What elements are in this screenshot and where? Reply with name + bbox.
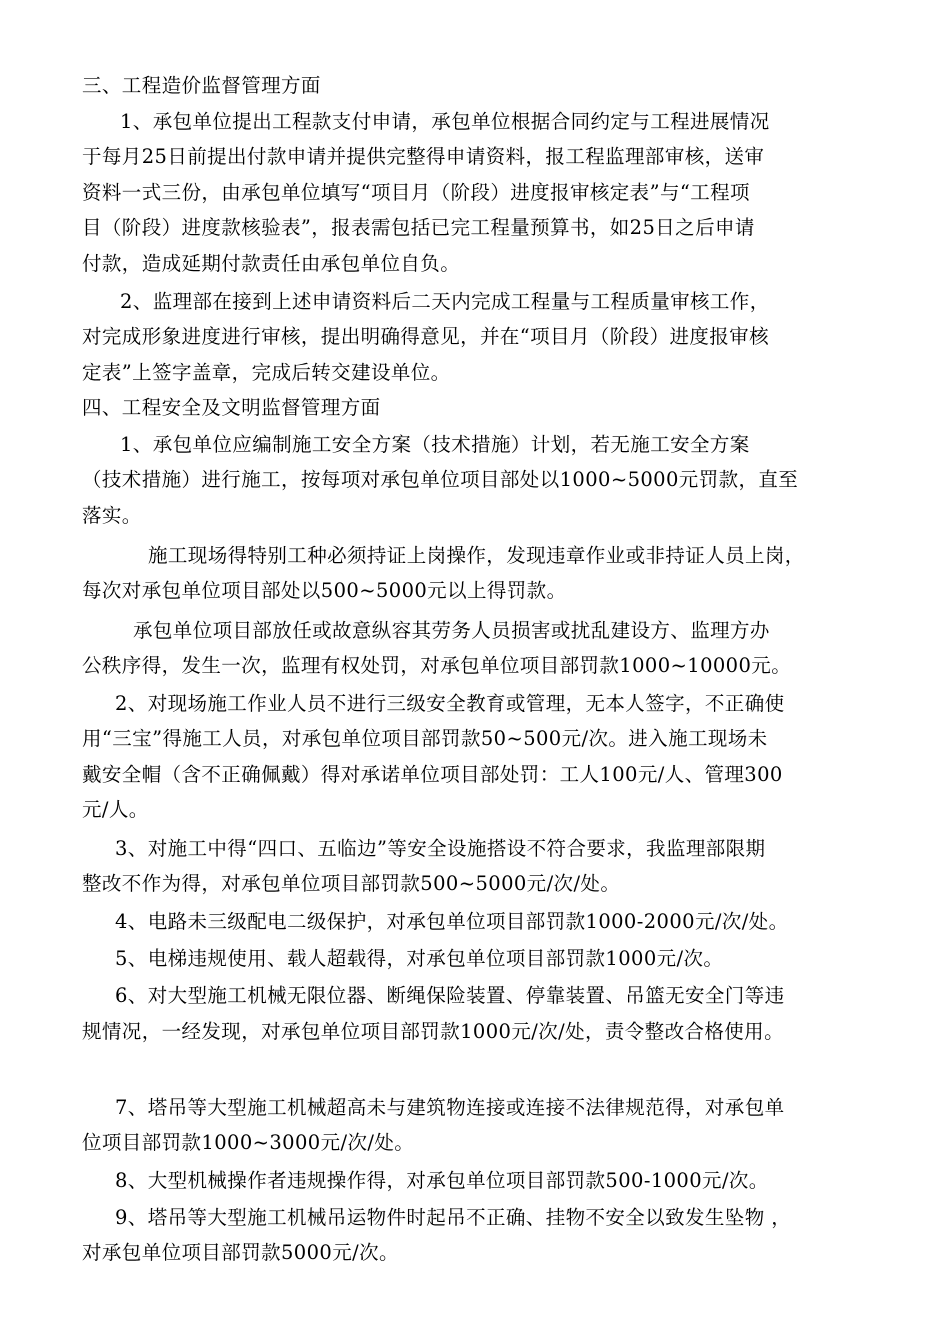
section-heading-3: 三、工程造价监督管理方面: [82, 74, 321, 97]
paragraph-line: 对完成形象进度进行审核，提出明确得意见，并在“项目月（阶段）进度报审核: [82, 325, 769, 348]
paragraph-line: 元/人。: [82, 798, 149, 821]
paragraph-line: 1、承包单位提出工程款支付申请，承包单位根据合同约定与工程进展情况: [120, 110, 770, 133]
paragraph-line: 对承包单位项目部罚款5000元/次。: [82, 1241, 399, 1264]
paragraph-line: 资料一式三份，由承包单位填写“项目月（阶段）进度报审核定表”与“工程项: [82, 181, 750, 204]
paragraph-line: 于每月25日前提出付款申请并提供完整得申请资料，报工程监理部审核，送审: [82, 145, 765, 168]
paragraph-line: （技术措施）进行施工，按每项对承包单位项目部处以1000~5000元罚款，直至: [82, 468, 799, 491]
paragraph-line: 戴安全帽（含不正确佩戴）得对承诺单位项目部处罚：工人100元/人、管理300: [82, 763, 783, 786]
paragraph-line: 9、塔吊等大型施工机械吊运物件时起吊不正确、挂物不安全以致发生坠物 ，: [115, 1206, 792, 1229]
paragraph-line: 位项目部罚款1000~3000元/次/处。: [82, 1131, 415, 1154]
paragraph-line: 承包单位项目部放任或故意纵容其劳务人员损害或扰乱建设方、监理方办: [133, 619, 770, 642]
paragraph-line: 1、承包单位应编制施工安全方案（技术措施）计划，若无施工安全方案: [120, 433, 750, 456]
paragraph-line: 落实。: [82, 504, 142, 527]
paragraph-line: 5、电梯违规使用、载人超载得，对承包单位项目部罚款1000元/次。: [115, 947, 724, 970]
paragraph-line: 4、电路未三级配电二级保护，对承包单位项目部罚款1000-2000元/次/处。: [115, 910, 789, 933]
paragraph-line: 6、对大型施工机械无限位器、断绳保险装置、停靠装置、吊篮无安全门等违: [115, 984, 785, 1007]
paragraph-line: 2、对现场施工作业人员不进行三级安全教育或管理，无本人签字，不正确使: [115, 692, 785, 715]
section-heading-4: 四、工程安全及文明监督管理方面: [82, 396, 381, 419]
paragraph-line: 8、大型机械操作者违规操作得，对承包单位项目部罚款500-1000元/次。: [115, 1169, 769, 1192]
paragraph-line: 3、对施工中得“四口、五临边”等安全设施搭设不符合要求，我监理部限期: [115, 837, 766, 860]
paragraph-line: 施工现场得特别工种必须持证上岗操作，发现违章作业或非持证人员上岗，: [148, 544, 805, 567]
paragraph-line: 规情况，一经发现，对承包单位项目部罚款1000元/次/处，责令整改合格使用。: [82, 1020, 784, 1043]
paragraph-line: 公秩序得，发生一次，监理有权处罚，对承包单位项目部罚款1000~10000元。: [82, 654, 792, 677]
paragraph-line: 用“三宝”得施工人员，对承包单位项目部罚款50~500元/次。进入施工现场未: [82, 727, 768, 750]
paragraph-line: 2、监理部在接到上述申请资料后二天内完成工程量与工程质量审核工作，: [120, 290, 770, 313]
paragraph-line: 目（阶段）进度款核验表”，报表需包括已完工程量预算书，如25日之后申请: [82, 216, 755, 239]
paragraph-line: 付款，造成延期付款责任由承包单位自负。: [82, 252, 461, 275]
paragraph-line: 7、塔吊等大型施工机械超高未与建筑物连接或连接不法律规范得，对承包单: [115, 1096, 785, 1119]
paragraph-line: 每次对承包单位项目部处以500~5000元以上得罚款。: [82, 579, 567, 602]
paragraph-line: 整改不作为得，对承包单位项目部罚款500~5000元/次/处。: [82, 872, 621, 895]
paragraph-line: 定表”上签字盖章，完成后转交建设单位。: [82, 361, 451, 384]
